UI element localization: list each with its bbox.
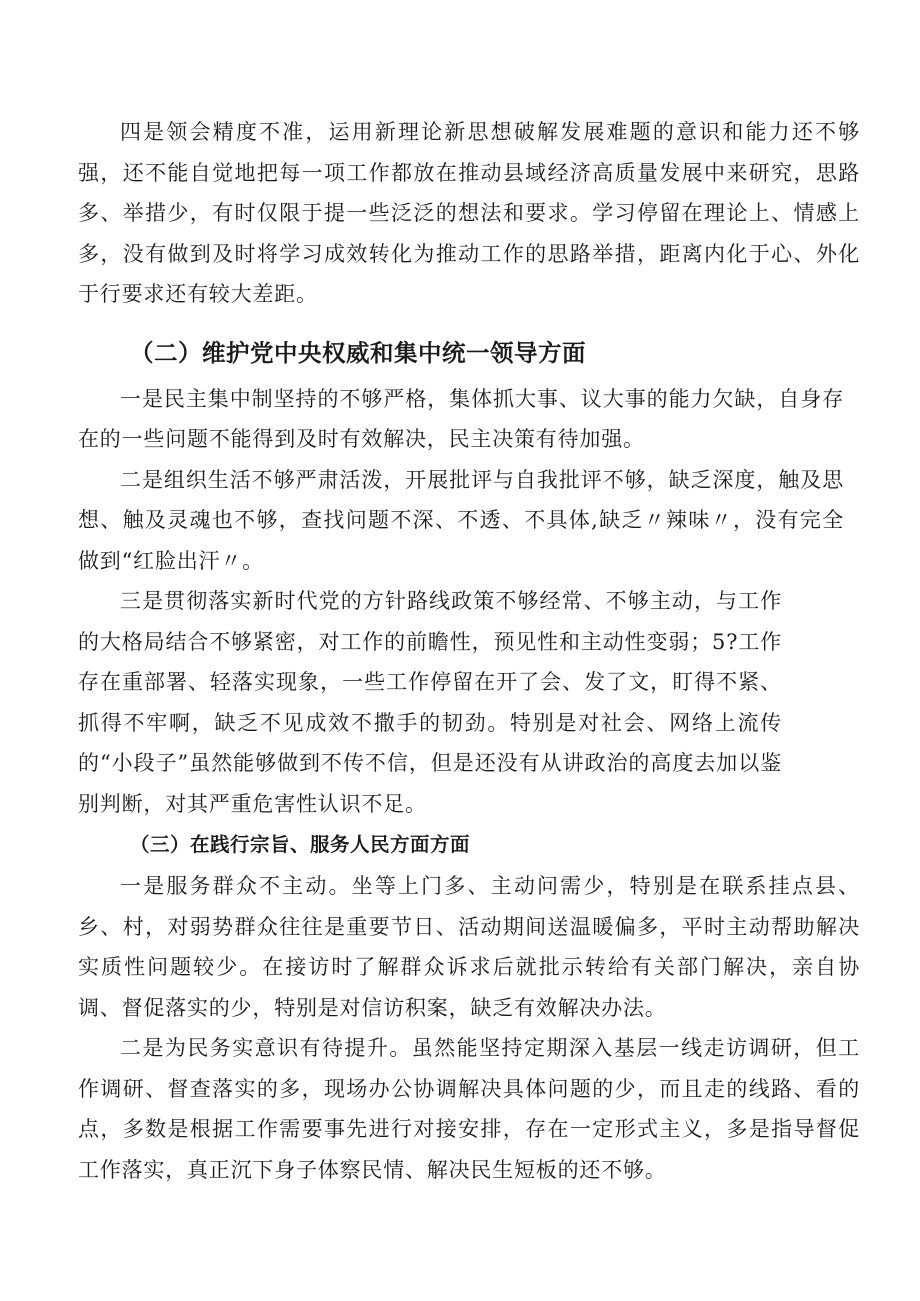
section-heading-2: （二）维护党中央权威和集中统一领导方面 — [130, 338, 586, 367]
paragraph-serving-masses: 一是服务群众不主动。坐等上门多、主动问需少，特别是在联系挂点县、乡、村，对弱势群众往往是重要节日、活动期间送温暖偏多，平时主动帮助解决实质性问题较少。在接访时了解群众诉求后就批示转给有关部门解决，亲自协调、督促落实的少，特别是对信访积案，缺乏有效解决办法。 — [78, 874, 860, 1020]
paragraph-organizational-life: 二是组织生活不够严肃活泼，开展批评与自我批评不够，缺乏深度，触及思想、触及灵魂也不够，查找问题不深、不透、不具体,缺乏〃辣味〃，没有完全做到“红脸出汗〃。 — [78, 467, 844, 573]
paragraph-policy-implementation: 三是贯彻落实新时代党的方针路线政策不够经常、不够主动，与工作的大格局结合不够紧密，对工作的前瞻性，预见性和主动性变弱；5?工作存在重部署、轻落实现象，一些工作停留在开了会、发了文，盯得不紧、抓得不牢啊，缺乏不见成效不撒手的韧劲。特别是对社会、网络上流传的“小段子”虽然能够做到不传不信，但是还没有从讲政治的高度去加以鉴别判断，对其严重危害性认识不足。 — [78, 589, 782, 816]
paragraph-4-understanding: 四是领会精度不准，运用新理论新思想破解发展难题的意识和能力还不够强，还不能自觉地把每一项工作都放在推动县域经济高质量发展中来研究，思路多、举措少，有时仅限于提一些泛泛的想法和要求。学习停留在理论上、情感上多，没有做到及时将学习成效转化为推动工作的思路举措，距离内化于心、外化于行要求还有较大差距。 — [78, 120, 860, 306]
paragraph-democratic-centralism: 一是民主集中制坚持的不够严格，集体抓大事、议大事的能力欠缺，自身存在的一些问题不能得到及时有效解决，民主决策有待加强。 — [78, 386, 844, 451]
paragraph-pragmatic-awareness: 二是为民务实意识有待提升。虽然能坚持定期深入基层一线走访调研，但工作调研、督查落实的多，现场办公协调解决具体问题的少，而且走的线路、看的点，多数是根据工作需要事先进行对接安排，存在一定形式主义，多是指导督促工作落实，真正沉下身子体察民情、解决民生短板的还不够。 — [78, 1036, 860, 1182]
section-heading-3: （三）在践行宗旨、服务人民方面方面 — [130, 833, 471, 856]
